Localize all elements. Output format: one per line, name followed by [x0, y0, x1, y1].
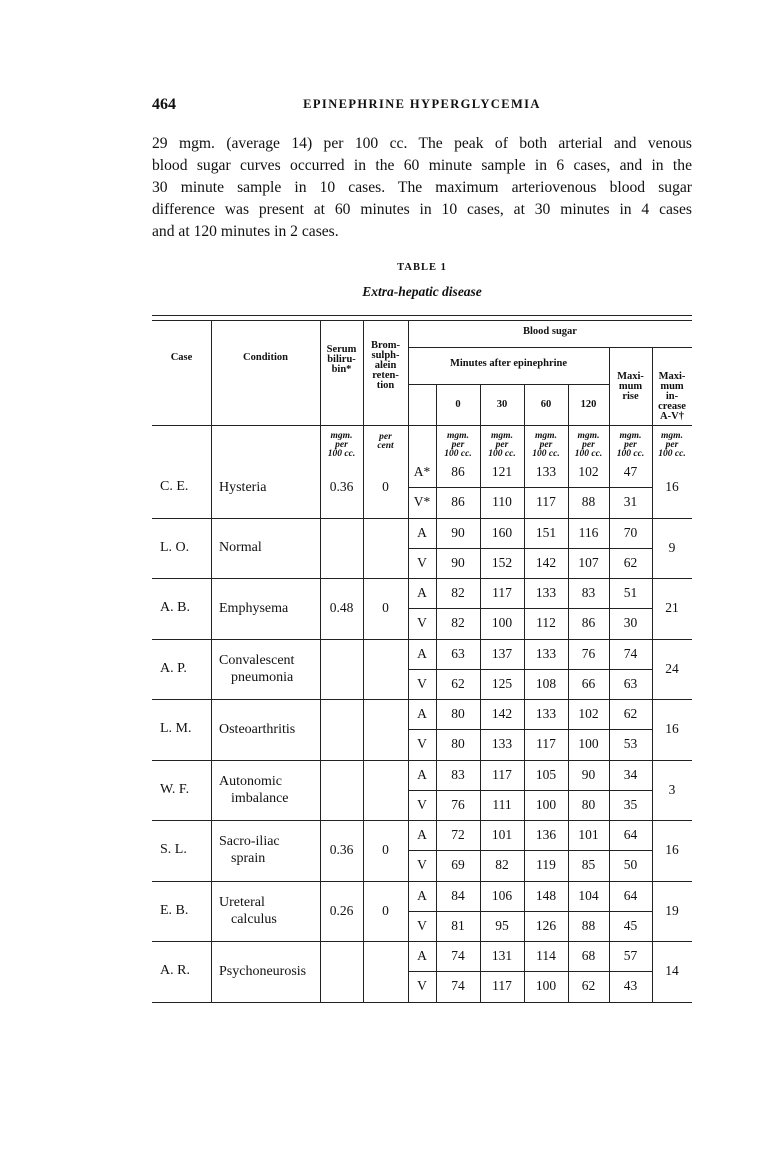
condition-line: imbalance [231, 790, 289, 806]
bromsulphalein-value [363, 941, 408, 1002]
max-rise-header-line: rise [622, 391, 639, 402]
venous-value: 126 [535, 917, 557, 933]
condition-name [211, 963, 320, 980]
arterial-value: 72 [451, 827, 465, 842]
venous-value: 53 [623, 736, 638, 751]
venous-value: 80 [451, 736, 465, 751]
serum-bilirubin-value [320, 518, 363, 579]
arterial-value: 160 [491, 524, 513, 540]
venous-value: 62 [451, 675, 465, 691]
mgm-unit-line: per [495, 439, 509, 450]
mgm-unit-line: per [539, 439, 553, 450]
arterial-value: 133 [535, 706, 557, 721]
arterial-value: 101 [578, 827, 599, 842]
body-line: and at 120 minutes in 2 cases. [152, 223, 339, 240]
max-av-increase-value: 16 [665, 842, 679, 858]
arterial-value: 133 [535, 464, 557, 479]
max-increase-header-line: crease [658, 401, 686, 412]
blood-sugar-header: Blood sugar [523, 326, 577, 337]
mgm-unit-line: mgm. [661, 430, 683, 441]
arterial-value: 121 [491, 464, 513, 479]
venous-value: 81 [451, 917, 465, 933]
serum-bilirubin-value [320, 760, 363, 821]
arterial-value: 70 [623, 524, 638, 540]
serum-bilirubin-header-line: biliru- [327, 354, 356, 365]
condition-line: calculus [231, 911, 277, 927]
venous-value: 117 [536, 736, 556, 751]
arterial-value: 136 [535, 827, 557, 842]
arterial-value: 114 [536, 948, 556, 963]
max-av-increase-value: 19 [665, 902, 679, 918]
max-av-increase-value: 14 [665, 963, 679, 979]
mgm-unit-line: 100 cc. [658, 448, 686, 459]
venous-value: 90 [451, 554, 465, 570]
case-id: A. P. [160, 660, 187, 676]
max-increase-header-line: A-V† [660, 411, 684, 422]
arterial-value: 64 [623, 827, 638, 842]
serum-bilirubin-value: 0.36 [329, 479, 354, 495]
max-av-increase-value: 24 [665, 660, 679, 676]
table-title: Extra-hepatic disease [362, 284, 482, 299]
arterial-value: 102 [578, 464, 599, 479]
case-id: C. E. [160, 479, 189, 495]
condition-name [211, 479, 320, 496]
venous-value: 100 [491, 615, 513, 630]
serum-bilirubin-header-line: bin* [331, 364, 352, 375]
arterial-value: 74 [451, 948, 465, 963]
mgm-unit-line: mgm. [619, 430, 642, 441]
venous-value: 43 [623, 978, 638, 993]
case-id: E. B. [160, 902, 189, 918]
arterial-label: A [417, 524, 427, 540]
max-increase-header-line: in- [665, 391, 679, 402]
arterial-value: 83 [451, 766, 465, 782]
arterial-value: 62 [623, 706, 638, 721]
serum-bilirubin-value [320, 699, 363, 760]
arterial-value: 133 [535, 645, 557, 661]
mgm-unit-line: per [665, 439, 679, 450]
table-bottom-rule [152, 1002, 692, 1003]
venous-value: 82 [451, 615, 465, 630]
venous-value: 62 [581, 978, 596, 993]
serum-bilirubin-value: 0.48 [329, 600, 354, 616]
minutes-120-header: 120 [580, 399, 597, 410]
max-increase-header-line: mum [660, 381, 684, 392]
condition-line: sprain [231, 851, 266, 867]
venous-value: 88 [581, 917, 596, 933]
arterial-value: 83 [581, 585, 596, 600]
venous-value: 133 [491, 736, 513, 751]
venous-value: 62 [623, 554, 638, 570]
venous-label: V [417, 675, 427, 691]
arterial-value: 101 [491, 827, 513, 842]
arterial-value: 57 [623, 948, 638, 963]
venous-label: V [417, 736, 427, 751]
condition-line: Normal [219, 540, 262, 556]
arterial-value: 82 [451, 585, 465, 600]
bromsulphalein-value: 0 [382, 479, 389, 495]
venous-label: V [417, 796, 427, 812]
case-id: W. F. [160, 781, 190, 797]
venous-value: 125 [491, 675, 513, 691]
venous-value: 95 [495, 917, 509, 933]
mgm-unit-line: per [582, 439, 595, 450]
arterial-value: 76 [581, 645, 596, 661]
max-av-increase-value: 3 [668, 781, 676, 797]
page-number: 464 [152, 96, 176, 113]
arterial-label: A [417, 948, 427, 963]
arterial-label: A [417, 827, 427, 842]
mgm-unit-line: 100 cc. [444, 448, 472, 459]
arterial-value: 63 [451, 645, 465, 661]
bromsulphalein-value [363, 699, 408, 760]
venous-value: 74 [451, 978, 465, 993]
venous-value: 85 [581, 857, 596, 872]
venous-value: 30 [623, 615, 638, 630]
arterial-value: 105 [535, 766, 557, 782]
brom-unit-line: cent [377, 441, 394, 451]
condition-name [211, 539, 320, 556]
venous-value: 100 [535, 796, 557, 812]
venous-value: 86 [581, 615, 596, 630]
mgm-unit-line: 100 cc. [532, 448, 560, 459]
mgm-unit-line: mgm. [535, 430, 557, 441]
serum-bilirubin-value: 0.36 [329, 842, 354, 858]
arterial-value: 131 [491, 948, 513, 963]
arterial-label: A [417, 645, 427, 661]
serum-bilirubin-value: 0.26 [329, 902, 354, 918]
case-id: L. O. [160, 539, 190, 555]
arterial-value: 102 [578, 706, 599, 721]
condition-name [211, 600, 320, 617]
mgm-unit-line: per [624, 439, 637, 450]
bromsulphalein-value [363, 760, 408, 821]
arterial-value: 51 [623, 585, 638, 600]
serum-bilirubin-header-line: Serum [326, 344, 357, 355]
venous-label: V [417, 978, 427, 993]
condition-line: Hysteria [219, 479, 267, 495]
venous-value: 117 [536, 494, 556, 509]
mgm-unit-line: mgm. [577, 430, 600, 441]
condition-name [211, 833, 320, 867]
minutes-30-header: 30 [496, 399, 508, 410]
bromsulphalein-value: 0 [382, 902, 389, 918]
venous-value: 82 [495, 857, 509, 872]
mgm-unit-line: 100 cc. [574, 448, 603, 459]
bromsulphalein-header-line: Brom- [371, 340, 400, 351]
arterial-value: 142 [491, 706, 513, 721]
venous-label: V [417, 857, 427, 872]
condition-name [211, 773, 320, 807]
brom-unit [363, 430, 408, 454]
body-line: 29 mgm. (average 14) per 100 cc. The peak of both arterial and venous [152, 135, 692, 152]
bromsulphalein-header [363, 326, 408, 406]
max-increase-header-line: Maxi- [658, 371, 686, 382]
venous-label: V [417, 917, 427, 933]
venous-label: V [417, 615, 427, 630]
table-top-rule [152, 315, 692, 316]
max-rise-header-line: Maxi- [617, 371, 644, 382]
venous-value: 63 [623, 675, 638, 691]
case-id: S. L. [160, 842, 187, 858]
condition-line: Psychoneurosis [219, 963, 307, 979]
condition-name [211, 894, 320, 928]
bromsulphalein-value: 0 [382, 842, 389, 858]
arterial-value: 86 [451, 464, 465, 479]
venous-value: 110 [492, 494, 512, 509]
running-head: EPINEPHRINE HYPERGLYCEMIA [303, 97, 541, 111]
max-rise-header-line: mum [618, 381, 643, 392]
arterial-label: A* [413, 464, 431, 479]
arterial-value: 90 [581, 766, 596, 782]
mgm-unit-line: 100 cc. [616, 448, 645, 459]
condition-line: Osteoarthritis [219, 721, 296, 737]
serum-bilirubin-header [320, 330, 363, 390]
mgm-unit-line: 100 cc. [488, 448, 516, 459]
condition-line: Ureteral [219, 894, 265, 910]
arterial-value: 133 [535, 585, 557, 600]
arterial-value: 137 [491, 645, 513, 661]
blood-sugar-rule [408, 347, 692, 348]
venous-value: 108 [535, 675, 557, 691]
arterial-value: 34 [623, 766, 638, 782]
bromsulphalein-header-line: alein [374, 360, 397, 371]
venous-value: 76 [451, 796, 465, 812]
max-av-increase-value: 9 [668, 539, 676, 555]
venous-value: 35 [623, 796, 638, 812]
case-id: L. M. [160, 721, 192, 737]
venous-value: 107 [578, 554, 599, 570]
serum-unit-line: per [335, 439, 348, 450]
arterial-label: A [417, 585, 427, 600]
venous-value: 66 [581, 675, 596, 691]
condition-line: Emphysema [219, 600, 289, 616]
condition-header: Condition [243, 351, 288, 363]
venous-value: 69 [451, 857, 465, 872]
arterial-value: 117 [492, 585, 512, 600]
venous-label: V* [413, 494, 431, 509]
arterial-value: 90 [451, 524, 465, 540]
serum-bilirubin-value [320, 639, 363, 700]
header-bottom-rule [152, 425, 692, 426]
arterial-value: 148 [535, 887, 557, 903]
venous-value: 100 [578, 736, 599, 751]
venous-value: 112 [536, 615, 556, 630]
arterial-value: 68 [581, 948, 596, 963]
max-av-increase-value: 16 [665, 721, 679, 737]
venous-value: 31 [623, 494, 638, 509]
minutes-60-header: 60 [540, 399, 552, 410]
arterial-value: 84 [451, 887, 465, 903]
case-header: Case [170, 351, 193, 363]
venous-value: 88 [581, 494, 596, 509]
minutes-header: Minutes after epinephrine [449, 358, 568, 369]
condition-line: Convalescent [219, 652, 295, 668]
minutes-0-header: 0 [455, 399, 461, 410]
venous-value: 111 [492, 796, 512, 812]
arterial-value: 64 [623, 887, 638, 903]
venous-value: 142 [535, 554, 557, 570]
condition-line: pneumonia [231, 669, 294, 685]
arterial-value: 74 [623, 645, 638, 661]
case-id: A. B. [160, 600, 190, 616]
bromsulphalein-header-line: reten- [372, 370, 399, 381]
bromsulphalein-header-line: tion [376, 380, 395, 391]
mgm-unit-line: per [451, 439, 465, 450]
condition-name [211, 721, 320, 738]
condition-line: Sacro-iliac [219, 834, 280, 850]
brom-unit-line: per [379, 432, 392, 442]
max-rise-header [609, 364, 652, 410]
venous-value: 45 [623, 917, 638, 933]
arterial-label: A [417, 706, 427, 721]
bromsulphalein-value [363, 639, 408, 700]
serum-bilirubin-value [320, 941, 363, 1002]
body-paragraph [152, 133, 692, 243]
venous-value: 119 [536, 857, 556, 872]
arterial-label: A [417, 887, 427, 903]
arterial-value: 47 [623, 464, 638, 479]
venous-value: 80 [581, 796, 596, 812]
venous-value: 100 [535, 978, 557, 993]
venous-value: 50 [623, 857, 638, 872]
arterial-value: 106 [491, 887, 513, 903]
body-line: 30 minute sample in 10 cases. The maximum arteriovenous blood sugar [152, 179, 692, 196]
page-header [152, 96, 692, 118]
mgm-unit-line: mgm. [491, 430, 513, 441]
bromsulphalein-value [363, 518, 408, 579]
venous-value: 152 [491, 554, 513, 570]
venous-label: V [417, 554, 427, 570]
venous-value: 117 [492, 978, 512, 993]
bromsulphalein-value: 0 [382, 600, 389, 616]
max-av-increase-value: 21 [665, 600, 679, 616]
arterial-value: 116 [578, 524, 599, 540]
mgm-unit-line: mgm. [447, 430, 469, 441]
case-id: A. R. [160, 963, 190, 979]
body-line: difference was present at 60 minutes in 10 cases, at 30 minutes in 4 cases [152, 201, 692, 218]
max-av-increase-value: 16 [665, 479, 679, 495]
venous-value: 86 [451, 494, 465, 509]
condition-name [211, 652, 320, 686]
arterial-value: 117 [492, 766, 512, 782]
arterial-value: 80 [451, 706, 465, 721]
bromsulphalein-header-line: sulph- [371, 350, 400, 361]
arterial-label: A [417, 766, 427, 782]
serum-unit-line: mgm. [330, 430, 353, 441]
arterial-value: 104 [578, 887, 599, 903]
condition-line: Autonomic [219, 773, 282, 789]
body-line: blood sugar curves occurred in the 60 minute sample in 6 cases, and in the [152, 157, 692, 174]
serum-unit-line: 100 cc. [327, 448, 356, 459]
table-label: TABLE 1 [397, 262, 447, 273]
arterial-value: 151 [535, 524, 557, 540]
